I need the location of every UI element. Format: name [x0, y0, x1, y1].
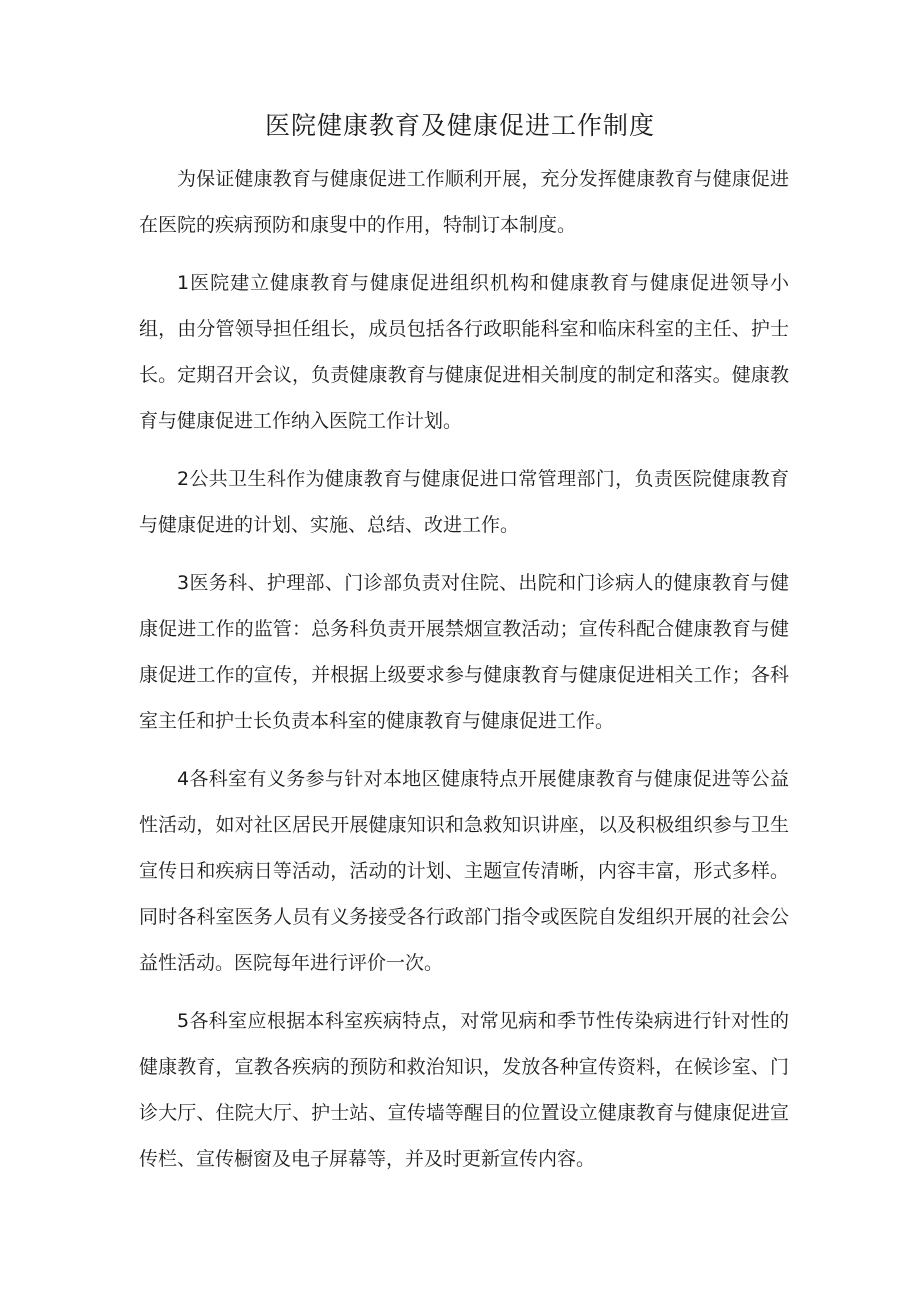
paragraph-item-1: 1医院建立健康教育与健康促进组织机构和健康教育与健康促进领导小组，由分管领导担任组长，成员包括各行政职能科室和临床科室的主任、护士长。定期召开会议，负责健康教育与健康促进相关制度的制定和落实。健康教育与健康促进工作纳入医院工作计划。 [139, 272, 789, 432]
paragraph-item-3: 3医务科、护理部、门诊部负责对住院、出院和门诊病人的健康教育与健康促进工作的监管：总务科负责开展禁烟宣教活动；宣传科配合健康教育与健康促进工作的宣传，并根据上级要求参与健康教育与健康促进相关工作；各科室主任和护士长负责本科室的健康教育与健康促进工作。 [139, 572, 789, 732]
paragraph-item-4: 4各科室有义务参与针对本地区健康特点开展健康教育与健康促进等公益性活动，如对社区居民开展健康知识和急救知识讲座，以及积极组织参与卫生宣传日和疾病日等活动，活动的计划、主题宣传清晰，内容丰富，形式多样。同时各科室医务人员有义务接受各行政部门指令或医院自发组织开展的社会公益性活动。医院每年进行评价一次。 [139, 768, 789, 974]
document-title: 医院健康教育及健康促进工作制度 [264, 111, 655, 140]
paragraph-item-5: 5各科室应根据本科室疾病特点，对常见病和季节性传染病进行针对性的健康教育，宣教各疾病的预防和救治知识，发放各种宣传资料，在候诊室、门诊大厅、住院大厅、护士站、宣传墙等醒目的位置设立健康教育与健康促进宣传栏、宣传橱窗及电子屏幕等，并及时更新宣传内容。 [139, 1010, 789, 1170]
paragraph-intro: 为保证健康教育与健康促进工作顺利开展，充分发挥健康教育与健康促进在医院的疾病预防和康叟中的作用，特制订本制度。 [139, 168, 789, 236]
document-body [139, 156, 789, 1194]
paragraph-item-2: 2公共卫生科作为健康教育与健康促进口常管理部门，负责医院健康教育与健康促进的计划、实施、总结、改进工作。 [139, 468, 789, 536]
